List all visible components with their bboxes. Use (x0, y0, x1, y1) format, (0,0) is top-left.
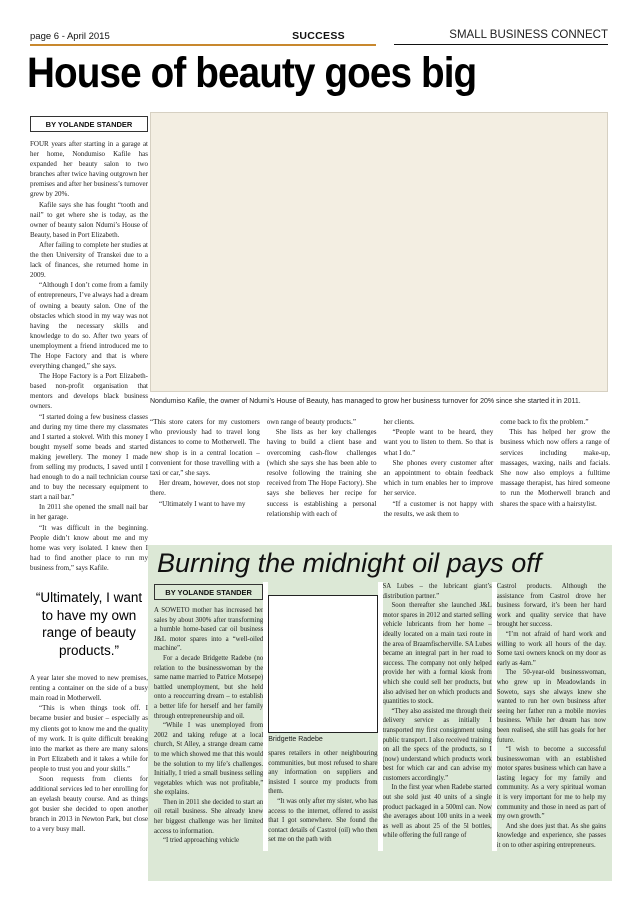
paragraph: spares retailers in other neighbouring communities, but most refused to share any information on suppliers and insisted I source my products from them. (268, 750, 378, 796)
paragraph: For a decade Bridgette Radebe (no relation to the businesswoman by the same name married to Patrice Motsepe) battled unemployment, but she held onto a reoccurring dream – to establish a better life for herself and her family through entrepreneurship and oil. (154, 654, 264, 720)
article2-body-a (154, 606, 263, 846)
article1-body-top (30, 139, 148, 573)
paragraph: “I’m not afraid of hard work and willing to work all hours of the day. Some taxi owners knock on my door as early as 4am.” (496, 630, 606, 667)
paragraph: come back to fix the problem.” (500, 418, 589, 426)
article1-byline (30, 116, 148, 132)
article1-headline: House of beauty goes big (27, 49, 477, 97)
article2-headline: Burning the midnight oil pays off (157, 548, 542, 578)
paragraph: “It was only after my sister, who has access to the internet, offered to assist that I got somewhere. She found the contact details of Castrol (oil) who then set me on the path with (268, 797, 378, 844)
header-rule-accent (30, 44, 376, 46)
article2-column-c (383, 582, 492, 851)
main-photo-caption: Nondumiso Kafile, the owner of Ndumi’s House of Beauty, has managed to grow her business turnover for 20% since she started it in 2011. (150, 398, 581, 405)
paragraph: “This store caters for my customers who previously had to travel long distances to come to Motherwell. The new shop is in a central location – convenient for those travelling with a taxi or car,” she says. (150, 418, 260, 478)
article2-body-c (383, 582, 492, 841)
paragraph: “If a customer is not happy with the results, we ask them to (383, 499, 494, 518)
article1-column-3 (267, 417, 377, 519)
paragraph: And she does just that. As she gains knowledge and experience, she passes it on to other aspiring entrepreneurs. (496, 822, 606, 850)
article2-body-d (497, 582, 606, 851)
bridgette-photo-caption: Bridgette Radebe (268, 736, 323, 743)
paragraph: In the first year when Radebe started out she sold just 40 units of a single product packaged in a 500ml can. Now she averages about 100 units in a week as well as about 25 of the 5l bottles, while offering the full range of (382, 784, 492, 840)
article1-body-bottom (30, 673, 148, 835)
paragraph: “They also assisted me through their delivery service as initially I transported my first consignment using public transport. I also received training on all the specs of the products, so I (now) understand which products work best for which car and can advise my customers accordingly.” (382, 707, 492, 782)
article1-columns (150, 417, 610, 519)
paragraph: “This is when things took off. I became busier and busier – especially as my clients got to know me and the quality of my work. It is quite difficult breaking into the market as there are many salons in Port Elizabeth and it takes a while for people to trust you and your skills.” (30, 704, 148, 773)
article2-section (148, 545, 612, 881)
paragraph: Castrol products. Although the assistance from Castrol drove her business forward, it’s been her hard work and quality service that have brought her success. (496, 583, 606, 629)
section-title: SUCCESS (292, 30, 345, 42)
paragraph: “I tried approaching vehicle (163, 837, 240, 845)
paragraph: Kafile says she has fought “tooth and nail” to get where she is today, as the owner of beauty salon Ndumi’s House of Beauty, based in Port Elizabeth. (30, 200, 148, 239)
masthead: SMALL BUSINESS CONNECT (449, 29, 608, 41)
paragraph: She lists as her key challenges having to build a client base and overcoming cash-flow challenges (which she says she has been able to resolve following the training she received from The Hope Factory). She says she believes her recipe for success is establishing a personal relationship with each of (266, 428, 377, 518)
paragraph: “While I was unemployed from 2002 and taking refuge at a local church, St Alley, a strange dream came to me which showed me that this would be the solution to my life’s challenges. Initially, I tried a small business selling vegetables which was not profitable,” she explains. (154, 722, 264, 797)
article2-column-a (154, 582, 263, 851)
article1-left-column (30, 116, 148, 835)
article2-column-b (268, 582, 377, 851)
article2-body-b (268, 749, 377, 845)
paragraph: “Although I don’t come from a family of entrepreneurs, I’ve always had a dream of owning a beauty salon. One of the obstacles which stood in my way was not having the necessary skills and knowledge to do so. After two years of unemployment a friend introduced me to The Hope Factory and that is where everything changed,” she says. (30, 281, 148, 371)
page-number-date: page 6 - April 2015 (30, 31, 110, 42)
paragraph: own range of beauty products.” (266, 418, 356, 426)
article2-column-d (497, 582, 606, 851)
pull-quote: “Ultimately, I want to have my own range of beauty products.” (35, 590, 143, 658)
article1-column-5 (500, 417, 610, 519)
paragraph: Then in 2011 she decided to start an oil retail business. She already knew her biggest challenge was her limited access to information. (154, 798, 264, 835)
paragraph: This has helped her grow the business which now offers a range of services including make-up, massages, waxing, nails and facials. She now also employs a fulltime massage therapist, has hired someone to run the Motherwell branch and shares the space with a hairstylist. (500, 428, 610, 508)
paragraph: her clients. (383, 418, 415, 426)
paragraph: SA Lubes – the lubricant giant’s distribution partner.” (382, 583, 492, 600)
paragraph: “I wish to become a successful businesswoman with an established motor spares business which can have a lasting legacy for my family and community. As a very spiritual woman it is very important for me to help my community and those in need as part of my own growth.” (496, 746, 606, 821)
paragraph: Soon requests from clients for additional services led to her enrolling for an eyelash beauty course. And as things got busier she decided to open another branch in 2013 in Newton Park, but close to a very busy mall. (30, 774, 148, 834)
paragraph: Her dream, however, does not stop there. (150, 479, 260, 498)
paragraph: She phones every customer after an appointment to obtain feedback which in turn enables her to improve her service. (383, 458, 494, 498)
paragraph: In 2011 she opened the small nail bar in her garage. (30, 503, 148, 522)
paragraph: “I started doing a few business classes and during my time there my classmates and I started a stokvel. With this money I bought myself some beads and started making jewellery. The money I made from selling my products, I saved until I had enough to do a nail technician course and to buy the necessary equipment to start a nail bar.” (30, 412, 148, 502)
paragraph: After failing to complete her studies at the then University of Transkei due to a lack of finances, she returned home in 2009. (30, 240, 148, 280)
paragraph: A SOWETO mother has increased her sales by about 300% after transforming a humble home-based car oil business J&L motor spares into a “well-oiled machine”. (154, 607, 264, 653)
article2-byline (154, 584, 263, 600)
paragraph: “It was difficult in the beginning. People didn’t know about me and my home was very isolated. I knew then I had to find another place to run my business from,” says Kafile. (30, 523, 148, 572)
paragraph: “People want to be heard, they want you to listen to them. So that is what I do.” (383, 428, 494, 457)
byline-text: BY YOLANDE STANDER (45, 120, 133, 129)
paragraph: A year later she moved to new premises, renting a container on the side of a busy main road in Motherwell. (30, 674, 148, 703)
article2-columns (148, 578, 612, 851)
paragraph: FOUR years after starting in a garage at her home, Nondumiso Kafile has expanded her beauty salon to two branches after twice having outgrown her premises and after her business’s turnover grew by 20%. (30, 140, 148, 199)
paragraph: The 50-year-old businesswoman, who grew up in Meadowlands in Soweto, says she always knew she wanted to run her own business after seeing her father run a mobile movies business. While her dream has now been realised, she still has goals for her future. (496, 669, 606, 744)
main-photo-placeholder (150, 112, 608, 392)
paragraph: Soon thereafter she launched J&L motor spares in 2012 and started selling vehicle lubricants from her home – ideally located on a main taxi route in the area of Braamfischerville. SA Lubes became an integral part in her road to success. The company not only helped provide her with a formal kiosk from which she could sell her products, but also advised her on which products and quantities to stock. (382, 602, 492, 706)
byline-text: BY YOLANDE STANDER (165, 588, 252, 597)
header-rule-black (394, 44, 608, 45)
paragraph: “Ultimately I want to have my (159, 499, 246, 508)
article1-column-4 (384, 417, 494, 519)
paragraph: The Hope Factory is a Port Elizabeth-based non-profit organisation that mentors and develops black business owners. (30, 372, 148, 411)
article1-column-2 (150, 417, 260, 519)
bridgette-photo-placeholder (268, 595, 377, 733)
